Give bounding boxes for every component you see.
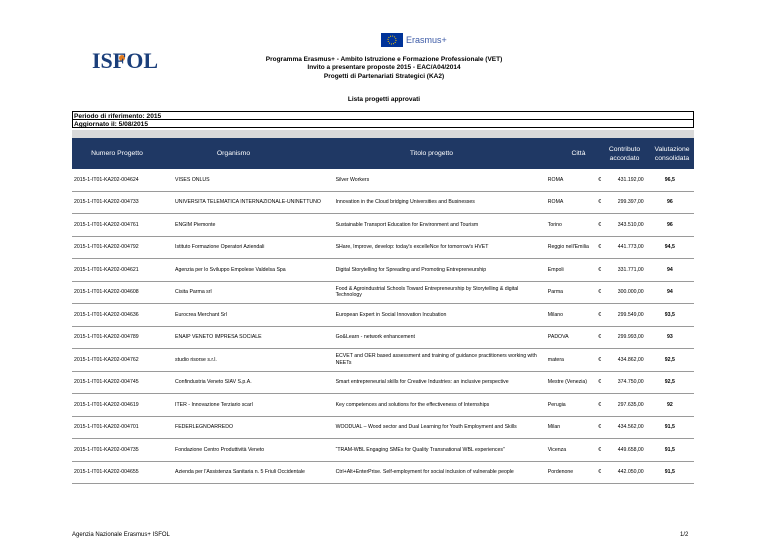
isfol-logo <box>92 40 172 80</box>
cell-titolo: Digital Storytelling for Spreading and Promoting Entrepreneurship <box>334 259 546 282</box>
cell-citta: Mestre (Venezia) <box>546 371 597 394</box>
cell-contributo <box>596 304 645 327</box>
cell-organismo: UNIVERSITA TELEMATICA INTERNAZIONALE-UNINETTUNO <box>173 191 334 214</box>
contributo-amount: 299.549,00 <box>617 311 644 318</box>
cell-contributo <box>596 281 645 304</box>
cell-citta: Vicenza <box>546 439 597 462</box>
contributo-amount: 300.000,00 <box>617 289 644 295</box>
table-row <box>72 416 694 439</box>
contributo-amount: 434.562,00 <box>617 424 644 430</box>
cell-valutazione: 92 <box>646 394 694 417</box>
contributo-amount: 299.993,00 <box>617 334 644 340</box>
euro-sign: € <box>598 199 602 205</box>
cell-valutazione: 92,5 <box>646 349 694 372</box>
programme-title: Programma Erasmus+ - Ambito Istruzione e Formazione Professionale (VET) <box>265 56 503 63</box>
cell-citta: Torino <box>546 214 597 237</box>
table-row <box>72 236 694 259</box>
cell-numero: 2015-1-IT01-KA202-004636 <box>72 304 173 327</box>
table-row <box>72 461 694 484</box>
cell-titolo: SHare, Improve, develop: today's excelleNce for tomorrow's HVET <box>334 236 546 259</box>
table-row <box>72 326 694 349</box>
euro-sign: € <box>598 221 602 228</box>
contributo-amount: 343.510,00 <box>617 221 644 228</box>
cell-titolo: European Expert in Social Innovation Incubation <box>334 304 546 327</box>
table-row <box>72 191 694 214</box>
cell-numero: 2015-1-IT01-KA202-004761 <box>72 214 173 237</box>
cell-citta: Parma <box>546 281 597 304</box>
cell-titolo: Food & Agroindustrial Schools Toward Entrepreneurship by Storytelling & digital Technology <box>334 281 546 304</box>
cell-contributo <box>596 394 645 417</box>
cell-titolo: Sustainable Transport Education for Environment and Tourism <box>334 214 546 237</box>
cell-citta: ROMA <box>546 169 597 191</box>
cell-contributo <box>596 439 645 462</box>
euro-sign: € <box>598 311 602 318</box>
cell-contributo <box>596 326 645 349</box>
cell-organismo: ENGIM Piemonte <box>173 214 334 237</box>
cell-organismo: studio risorse s.r.l. <box>173 349 334 372</box>
call-title: Invito a presentare proposte 2015 - EAC/A04/2014 <box>307 64 461 71</box>
cell-citta: Empoli <box>546 259 597 282</box>
cell-numero: 2015-1-IT01-KA202-004733 <box>72 191 173 214</box>
euro-sign: € <box>598 289 602 295</box>
cell-contributo <box>596 191 645 214</box>
col-contributo: Contributo accordato <box>608 145 641 162</box>
contributo-amount: 331.771,00 <box>617 266 644 273</box>
cell-numero: 2015-1-IT01-KA202-004735 <box>72 439 173 462</box>
reference-period: Periodo di riferimento: 2015 <box>72 111 694 120</box>
euro-sign: € <box>598 424 602 430</box>
euro-sign: € <box>598 469 602 475</box>
cell-titolo: Silver Workers <box>334 169 546 191</box>
table-row <box>72 304 694 327</box>
col-valutazione: Valutazione consolidata <box>654 145 690 162</box>
cell-valutazione: 94 <box>646 281 694 304</box>
cell-valutazione: 91,5 <box>646 461 694 484</box>
cell-organismo: Istituto Formazione Operatori Aziendali <box>173 236 334 259</box>
table-row <box>72 281 694 304</box>
contributo-amount: 441.773,00 <box>617 244 644 250</box>
table-header <box>72 138 694 169</box>
contributo-amount: 374.750,00 <box>617 379 644 385</box>
cell-valutazione: 93 <box>646 326 694 349</box>
contributo-amount: 434.862,00 <box>617 356 644 363</box>
col-citta: Città <box>571 150 586 157</box>
euro-sign: € <box>598 176 602 183</box>
cell-titolo: Innovation in the Cloud bridging Universities and Businesses <box>334 191 546 214</box>
projects-table <box>72 169 694 484</box>
erasmus-plus-label: Erasmus+ <box>406 35 447 45</box>
cell-valutazione: 96,5 <box>646 169 694 191</box>
table-row <box>72 394 694 417</box>
table-row <box>72 169 694 191</box>
contributo-amount: 449.658,00 <box>617 446 644 453</box>
euro-sign: € <box>598 356 602 363</box>
cell-numero: 2015-1-IT01-KA202-004792 <box>72 236 173 259</box>
cell-titolo: Smart entrepreneurial skills for Creative Industries: an inclusive perspective <box>334 371 546 394</box>
euro-sign: € <box>598 334 602 340</box>
cell-titolo: WOODUAL – Wood sector and Dual Learning for Youth Employment and Skills <box>334 416 546 439</box>
cell-valutazione: 91,5 <box>646 416 694 439</box>
cell-contributo <box>596 236 645 259</box>
cell-numero: 2015-1-IT01-KA202-004789 <box>72 326 173 349</box>
cell-numero: 2015-1-IT01-KA202-004745 <box>72 371 173 394</box>
cell-valutazione: 93,5 <box>646 304 694 327</box>
cell-organismo: Eurocrea Merchant Srl <box>173 304 334 327</box>
cell-citta: Reggio nell'Emilia <box>546 236 597 259</box>
euro-sign: € <box>598 244 602 250</box>
cell-citta: Milan <box>546 416 597 439</box>
cell-numero: 2015-1-IT01-KA202-004762 <box>72 349 173 372</box>
eu-flag-icon <box>381 33 403 47</box>
cell-organismo: VISES ONLUS <box>173 169 334 191</box>
list-subtitle: Lista progetti approvati <box>347 96 421 103</box>
update-date: Aggiornato il: 5/08/2015 <box>72 119 694 128</box>
cell-valutazione: 91,5 <box>646 439 694 462</box>
cell-numero: 2015-1-IT01-KA202-004621 <box>72 259 173 282</box>
cell-valutazione: 94,5 <box>646 236 694 259</box>
cell-titolo: Key competences and solutions for the effectiveness of Internships <box>334 394 546 417</box>
cell-citta: PADOVA <box>546 326 597 349</box>
cell-numero: 2015-1-IT01-KA202-004701 <box>72 416 173 439</box>
cell-contributo <box>596 214 645 237</box>
footer-agency: Agenzia Nazionale Erasmus+ ISFOL <box>72 532 170 538</box>
cell-valutazione: 96 <box>646 214 694 237</box>
euro-sign: € <box>598 266 602 273</box>
cell-titolo: ECVET and OER based assessment and training of guidance practitioners working with NEETs <box>334 349 546 372</box>
table-row <box>72 371 694 394</box>
cell-numero: 2015-1-IT01-KA202-004619 <box>72 394 173 417</box>
cell-citta: ROMA <box>546 191 597 214</box>
table-row <box>72 439 694 462</box>
cell-citta: Pordenone <box>546 461 597 484</box>
cell-numero: 2015-1-IT01-KA202-004655 <box>72 461 173 484</box>
cell-organismo: FEDERLEGNOARREDO <box>173 416 334 439</box>
col-organismo: Organismo <box>216 150 251 157</box>
cell-titolo: Ctrl+Alt+EnterPrise. Self-employment for social inclusion of vulnerable people <box>334 461 546 484</box>
cell-titolo: Go&Learn - network enhancement <box>334 326 546 349</box>
cell-contributo <box>596 259 645 282</box>
cell-contributo <box>596 416 645 439</box>
cell-organismo: Confindustria Veneto SIAV S.p.A. <box>173 371 334 394</box>
cell-valutazione: 92,5 <box>646 371 694 394</box>
contributo-amount: 431.192,00 <box>617 176 644 183</box>
col-titolo: Titolo progetto <box>409 150 454 157</box>
cell-citta: Perugia <box>546 394 597 417</box>
cell-numero: 2015-1-IT01-KA202-004608 <box>72 281 173 304</box>
euro-sign: € <box>598 446 602 453</box>
contributo-amount: 442.050,00 <box>617 469 644 475</box>
cell-citta: Milano <box>546 304 597 327</box>
cell-organismo: Agenzia per lo Sviluppo Empolese Valdelsa Spa <box>173 259 334 282</box>
svg-text:ISFOL: ISFOL <box>92 48 159 73</box>
cell-valutazione: 96 <box>646 191 694 214</box>
cell-numero: 2015-1-IT01-KA202-004624 <box>72 169 173 191</box>
page-number: 1/2 <box>680 532 689 538</box>
cell-contributo <box>596 371 645 394</box>
cell-contributo <box>596 349 645 372</box>
cell-valutazione: 94 <box>646 259 694 282</box>
contributo-amount: 297.635,00 <box>617 401 644 408</box>
table-row <box>72 349 694 372</box>
cell-organismo: Fondazione Centro Produttività Veneto <box>173 439 334 462</box>
table-row <box>72 259 694 282</box>
separator-bar <box>72 130 694 138</box>
cell-organismo: Azienda per l'Assistenza Sanitaria n. 5 Friuli Occidentale <box>173 461 334 484</box>
table-row <box>72 214 694 237</box>
cell-organismo: ENAIP VENETO IMPRESA SOCIALE <box>173 326 334 349</box>
cell-titolo: “TRAM-WBL Engaging SMEs for Quality Transnational WBL experiences” <box>334 439 546 462</box>
euro-sign: € <box>598 401 602 408</box>
contributo-amount: 299.397,00 <box>617 199 644 205</box>
cell-contributo <box>596 169 645 191</box>
euro-sign: € <box>598 379 602 385</box>
col-numero: Numero Progetto <box>91 150 143 157</box>
cell-organismo: Cisita Parma srl <box>173 281 334 304</box>
cell-contributo <box>596 461 645 484</box>
cell-citta: matera <box>546 349 597 372</box>
cell-organismo: ITER - Innovazione Terziario scarl <box>173 394 334 417</box>
ka2-title: Progetti di Partenariati Strategici (KA2) <box>323 73 445 80</box>
